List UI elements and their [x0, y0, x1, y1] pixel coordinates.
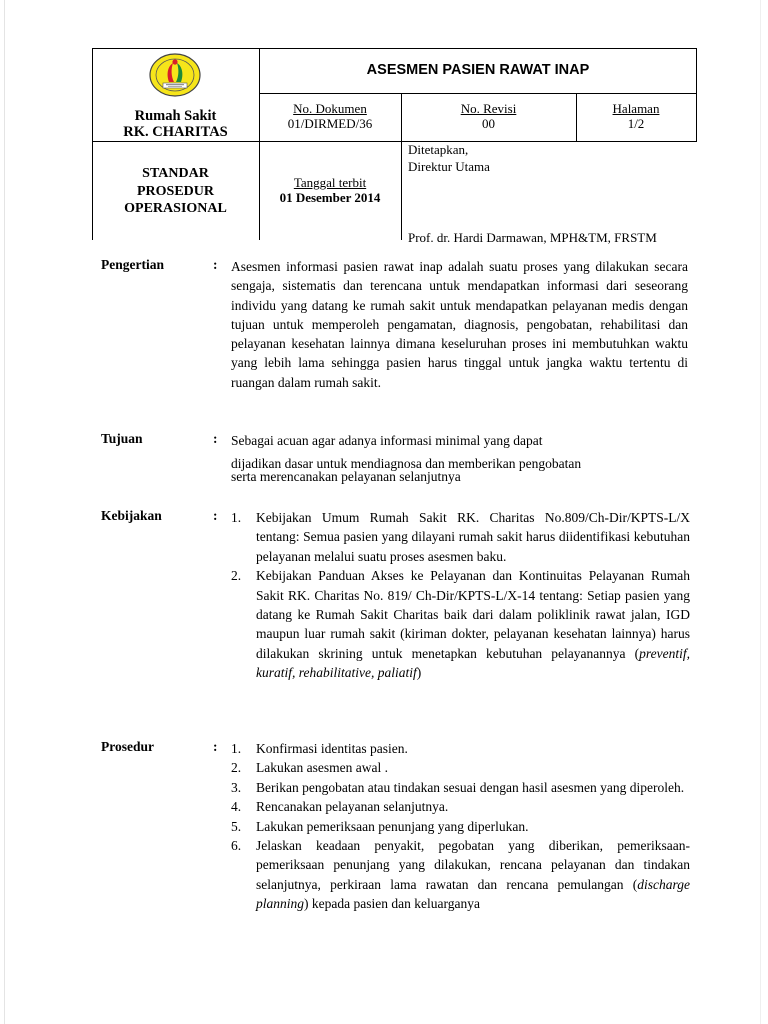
section-label: Prosedur [101, 739, 154, 754]
pengertian-text: Asesmen informasi pasien rawat inap adalah suatu proses yang dilakukan secara sengaja, sistematis dan terencana untuk mendapatkan informasi dari seseorang individu yang datang ke rumah sakit untuk mendapatkan pelayanan medis dengan tujuan untuk memperoleh pengamatan, diagnosis, pengobatan, rehabilitasi dan pelayanan kesehatan lainnya dimana keseluruhan proses ini membutuhkan waktu yang lebih lama sehingga pasien harus tinggal untuk jangka waktu tertentu di ruangan dalam rumah sakit. [231, 259, 688, 390]
org-name-line1: Rumah Sakit [134, 108, 217, 124]
list-item: 1. Konfirmasi identitas pasien. [231, 741, 408, 756]
issue-date-label: Tanggal terbit [293, 175, 367, 190]
page-left-edge [4, 0, 5, 1024]
sop-line3: OPERASIONAL [124, 201, 227, 216]
kebijakan-list [231, 508, 690, 683]
prosedur-list [231, 739, 690, 914]
issue-date-value: 01 Desember 2014 [279, 190, 381, 205]
hospital-logo-icon [147, 52, 203, 102]
page-label: Halaman [612, 101, 660, 116]
tujuan-line3: serta merencanakan pelayanan selanjutnya [231, 468, 461, 484]
list-item: 2. Lakukan asesmen awal . [231, 760, 388, 776]
doc-number-label: No. Dokumen [293, 101, 367, 116]
approval-line1: Ditetapkan, [408, 142, 469, 157]
section-label: Tujuan [101, 431, 143, 446]
org-name-line2: RK. CHARITAS [123, 124, 228, 140]
approval-line2: Direktur Utama [408, 159, 490, 174]
doc-number-value: 01/DIRMED/36 [287, 116, 373, 131]
list-item: 2. Kebijakan Panduan Akses ke Pelayanan dan Kontinuitas Pelayanan Rumah Sakit RK. Charitas No. 819/ Ch-Dir/KPTS-L/X-14 tentang: Setiap pasien yang datang ke Rumah Sakit Charitas baik dari dalam poliklinik rawat jalan, IGD maupun luar rumah sakit (kiriman dokter, pelayanan kesehatan lainnya) harus dilakukan skrining untuk menetapkan kebutuhan pelayanannya (preventif, kuratif, rehabilitative, paliatif) [231, 568, 690, 681]
org-name [92, 108, 259, 140]
list-item: 3. Berikan pengobatan atau tindakan sesuai dengan hasil asesmen yang diperoleh. [231, 779, 685, 795]
sop-label [92, 165, 259, 218]
page-value: 1/2 [627, 116, 645, 131]
tujuan-line2: dijadikan dasar untuk mendiagnosa dan memberikan pengobatan [231, 456, 582, 472]
list-item: 6. Jelaskan keadaan penyakit, pegobatan yang diberikan, pemeriksaan-pemeriksaan penunjang yang dilakukan, rencana pelayanan dan tindakan selanjutnya, perkiraan lama rawatan dan rencana pemulangan (discharge planning) kepada pasien dan keluarganya [231, 838, 690, 912]
sop-line1: STANDAR [142, 166, 209, 181]
tujuan-text [231, 431, 688, 483]
revision-value: 00 [482, 116, 495, 131]
signer-name: Prof. dr. Hardi Darmawan, MPH&TM, FRSTM [408, 230, 657, 245]
document-title: ASESMEN PASIEN RAWAT INAP [366, 62, 590, 78]
section-colon: : [213, 508, 218, 523]
section-label: Pengertian [101, 257, 164, 272]
section-colon: : [213, 739, 218, 754]
list-item: 4. Rencanakan pelayanan selanjutnya. [231, 799, 449, 815]
tujuan-line1: Sebagai acuan agar adanya informasi minimal yang dapat [231, 433, 543, 448]
section-colon: : [213, 257, 218, 272]
section-label: Kebijakan [101, 508, 162, 523]
list-item: 5. Lakukan pemeriksaan penunjang yang diperlukan. [231, 818, 529, 834]
sop-line2: PROSEDUR [136, 183, 214, 199]
approval-block [408, 141, 490, 175]
section-colon: : [213, 431, 218, 446]
revision-label: No. Revisi [460, 101, 517, 116]
page-right-edge [760, 0, 761, 1024]
list-item: 1. Kebijakan Umum Rumah Sakit RK. Charitas No.809/Ch-Dir/KPTS-L/X tentang: Semua pasien yang dilayani rumah sakit harus diidentifikasi kebutuhan pelayanan melalui suatu proses asesmen baku. [231, 510, 690, 564]
